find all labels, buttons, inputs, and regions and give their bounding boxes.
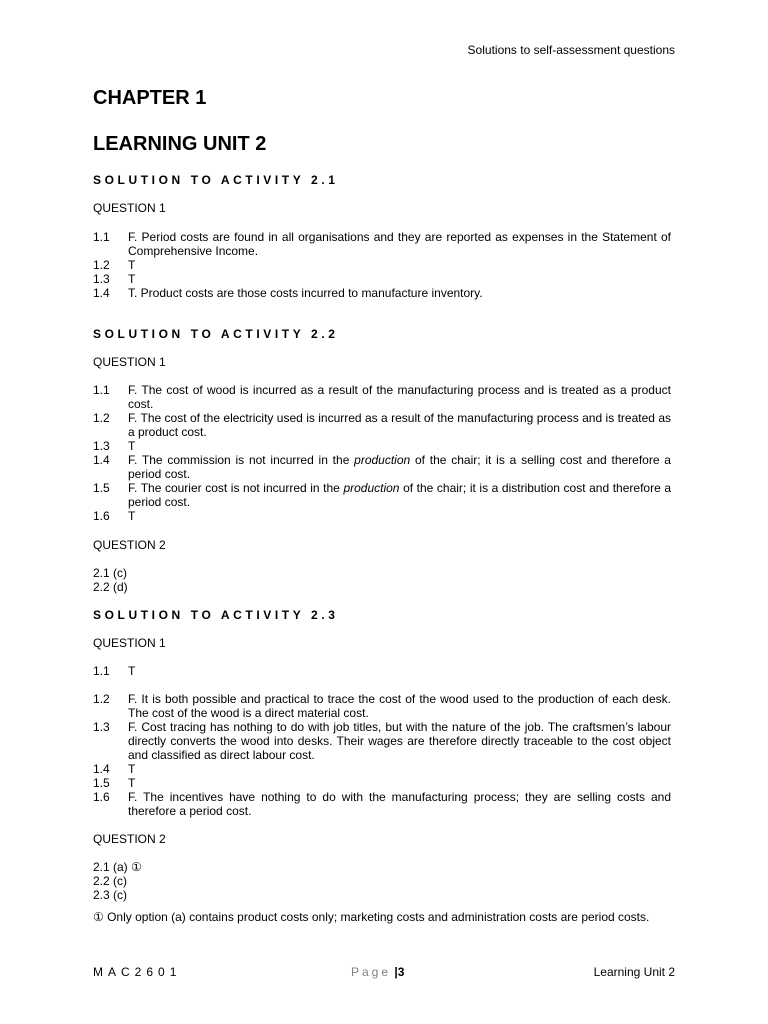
answer-item: [93, 383, 671, 411]
answer-item: [93, 762, 671, 776]
answer-number: 1.3: [93, 439, 110, 453]
answer-number: 1.1: [93, 383, 110, 397]
answer-text-part: F. The courier cost is not incurred in the: [128, 481, 344, 495]
question-label: QUESTION 1: [93, 355, 166, 369]
answer-number: 1.4: [93, 453, 110, 467]
answer-item: [93, 230, 671, 258]
answer-item: [93, 258, 671, 272]
answer-line: 2.1 (c): [93, 566, 128, 580]
answer-text: T: [128, 258, 136, 272]
answer-number: 1.2: [93, 411, 110, 425]
footer-unit-label: Learning Unit 2: [593, 965, 675, 979]
activity-heading: SOLUTION TO ACTIVITY 2.3: [93, 608, 339, 622]
answer-line: 2.2 (d): [93, 580, 128, 594]
answer-number: 1.4: [93, 762, 110, 776]
answer-text-part: F. The commission is not incurred in the: [128, 453, 355, 467]
answer-number: 1.6: [93, 790, 110, 804]
answer-number: 1.5: [93, 481, 110, 495]
answer-list: [93, 566, 671, 594]
answer-item: [93, 411, 671, 439]
answer-item: [93, 439, 671, 453]
answer-text: T: [128, 509, 136, 523]
answer-text: T: [128, 272, 136, 286]
answer-line: 2.1 (a) ①: [93, 860, 142, 874]
answer-number: 1.1: [93, 664, 110, 678]
answer-text: T. Product costs are those costs incurred to manufacture inventory.: [128, 286, 483, 300]
answer-item: [93, 692, 671, 720]
answer-text-part: of the chair; it is a distribution cost and therefore a period cost.: [128, 481, 672, 509]
unit-title: LEARNING UNIT 2: [93, 133, 267, 155]
answer-text: F. The incentives have nothing to do with the manufacturing process; they are selling costs and therefore a period cost.: [128, 790, 671, 818]
page-indicator: [351, 965, 404, 979]
answer-item: [93, 509, 671, 523]
answer-text: F. It is both possible and practical to trace the cost of the wood used to the production of each desk. The cost of the wood is a direct material cost.: [128, 692, 671, 720]
activity-heading: SOLUTION TO ACTIVITY 2.2: [93, 327, 339, 341]
answer-number: 1.3: [93, 272, 110, 286]
activity-2-1-section: [93, 173, 671, 300]
answer-item: [93, 664, 671, 678]
answer-number: 1.5: [93, 776, 110, 790]
answer-item: [93, 272, 671, 286]
page-label: Page: [351, 965, 392, 979]
answer-number: 1.2: [93, 258, 110, 272]
answer-line: 2.2 (c): [93, 874, 128, 888]
answer-text-part: of the chair; it is a selling cost and therefore a period cost.: [128, 453, 671, 481]
page-number: 3: [397, 965, 405, 979]
answer-list: [93, 664, 671, 678]
answer-text: T: [128, 664, 136, 678]
answer-text: [128, 453, 671, 481]
chapter-title: CHAPTER 1: [93, 87, 207, 109]
answer-list: [93, 383, 671, 523]
page-footer: [93, 965, 675, 981]
answer-text-emphasis: production: [343, 481, 400, 495]
course-code: MAC2601: [93, 965, 182, 979]
answer-text: T: [128, 762, 136, 776]
answer-number: 1.1: [93, 230, 110, 244]
answer-item: [93, 790, 671, 818]
question-label: QUESTION 1: [93, 201, 166, 215]
answer-item: [93, 286, 671, 300]
answer-number: 1.6: [93, 509, 110, 523]
answer-text: F. The cost of the electricity used is incurred as a result of the manufacturing process and is treated as a product cost.: [128, 411, 671, 439]
activity-2-3-section: [93, 608, 671, 924]
page-separator: |: [394, 965, 398, 979]
answer-text: F. Cost tracing has nothing to do with job titles, but with the nature of the job. The craftsmen’s labour directly converts the wood into desks. Their wages are therefore directly traceable to the cost object and classified as direct labour cost.: [128, 720, 671, 762]
page-content: [93, 86, 671, 924]
question-label: QUESTION 2: [93, 538, 166, 552]
activity-2-2-section: [93, 327, 671, 594]
answer-number: 1.3: [93, 720, 110, 734]
answer-line: 2.3 (c): [93, 888, 128, 902]
answer-item: [93, 481, 671, 509]
question-label: QUESTION 2: [93, 832, 166, 846]
running-header: Solutions to self-assessment questions: [467, 43, 675, 57]
answer-item: [93, 720, 671, 762]
answer-text: [128, 481, 671, 509]
answer-text: F. The cost of wood is incurred as a result of the manufacturing process and is treated as a product cost.: [128, 383, 671, 411]
answer-text: T: [128, 439, 136, 453]
answer-number: 1.2: [93, 692, 110, 706]
question-label: QUESTION 1: [93, 636, 166, 650]
answer-list: [93, 860, 671, 902]
answer-number: 1.4: [93, 286, 110, 300]
activity-heading: SOLUTION TO ACTIVITY 2.1: [93, 173, 339, 187]
answer-item: [93, 776, 671, 790]
answer-text: F. Period costs are found in all organisations and they are reported as expenses in the Statement of Comprehensive Income.: [128, 230, 671, 258]
answer-item: [93, 453, 671, 481]
answer-list: [93, 230, 671, 300]
answer-list: [93, 692, 671, 818]
answer-text-emphasis: production: [354, 453, 411, 467]
footnote: ① Only option (a) contains product costs only; marketing costs and administration costs are period costs.: [93, 910, 650, 924]
answer-text: T: [128, 776, 136, 790]
